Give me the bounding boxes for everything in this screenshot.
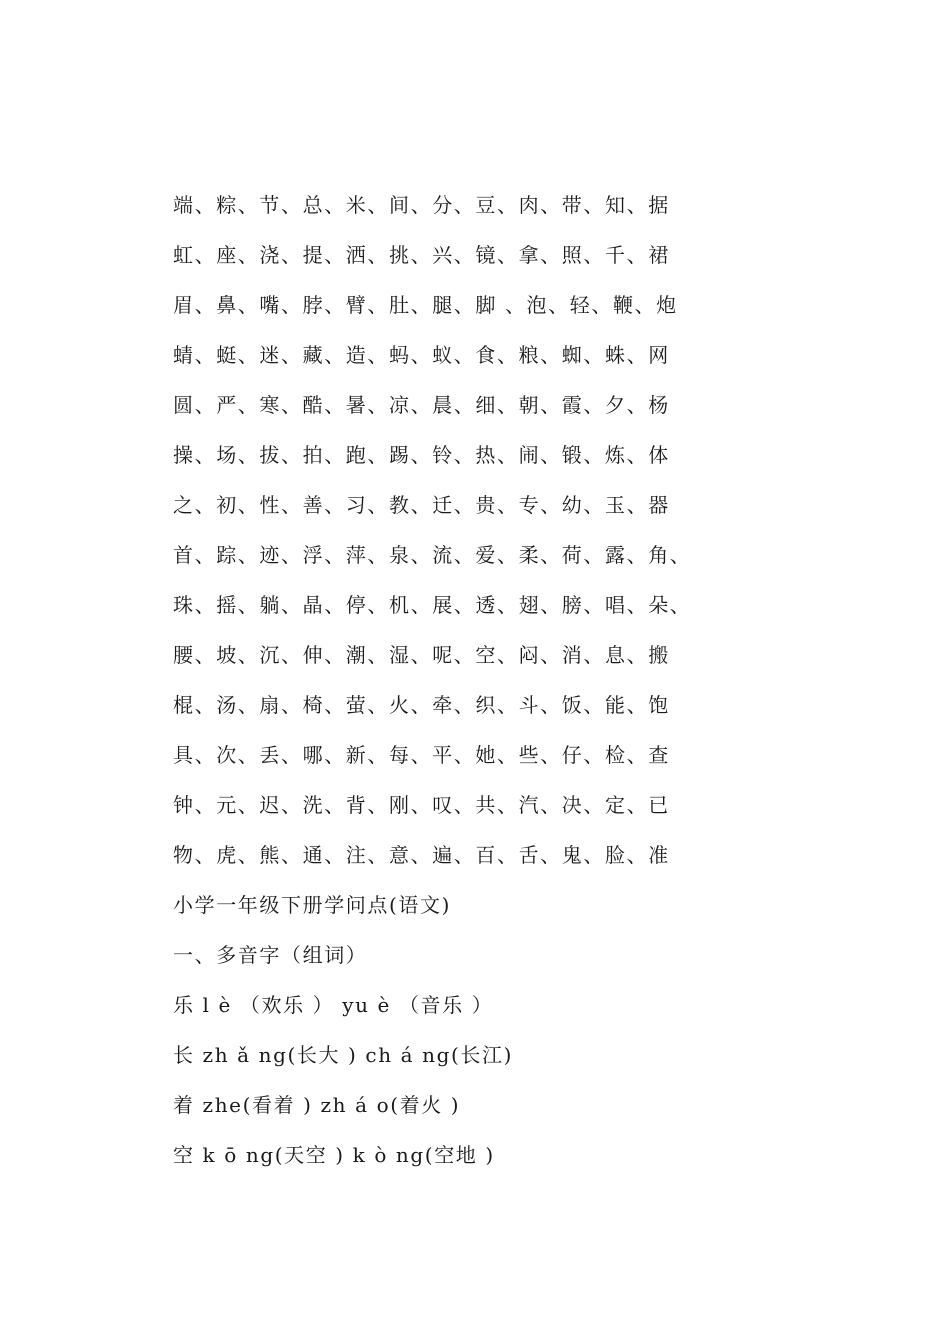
character-line-8: 首、踪、迹、浮、萍、泉、流、爱、柔、荷、露、角、 <box>173 543 692 567</box>
character-line-14: 物、虎、熊、通、注、意、遍、百、舌、鬼、脸、准 <box>173 843 670 867</box>
polyphone-entry: 空 k ō ng(天空 ) k ò ng(空地 ) <box>173 1143 495 1167</box>
section-title: 小学一年级下册学问点(语文) <box>173 893 452 917</box>
character-line-7: 之、初、性、善、习、教、迁、贵、专、幼、玉、器 <box>173 493 670 517</box>
character-line-2: 虹、座、浇、提、洒、挑、兴、镜、拿、照、千、裙 <box>173 243 670 267</box>
character-line-5: 圆、严、寒、酷、暑、凉、晨、细、朝、霞、夕、杨 <box>173 393 670 417</box>
subsection-heading: 一、多音字（组词） <box>173 943 368 967</box>
character-line-11: 棍、汤、扇、椅、萤、火、牵、织、斗、饭、能、饱 <box>173 693 670 717</box>
character-line-6: 操、场、拔、拍、跑、踢、铃、热、闹、锻、炼、体 <box>173 443 670 467</box>
polyphone-entry: 乐 l è （欢乐 ） yu è （音乐 ） <box>173 993 494 1017</box>
character-line-13: 钟、元、迟、洗、背、刚、叹、共、汽、决、定、已 <box>173 793 670 817</box>
character-line-9: 珠、摇、躺、晶、停、机、展、透、翅、膀、唱、朵、 <box>173 593 692 617</box>
polyphone-entry: 长 zh ǎ ng(长大 ) ch á ng(长江) <box>173 1043 514 1067</box>
character-line-3: 眉、鼻、嘴、脖、臂、肚、腿、脚 、泡、轻、鞭、炮 <box>173 293 678 317</box>
character-line-12: 具、次、丢、哪、新、每、平、她、些、仔、检、查 <box>173 743 670 767</box>
character-line-1: 端、粽、节、总、米、间、分、豆、肉、带、知、据 <box>173 193 670 217</box>
polyphone-entry: 着 zhe(看着 ) zh á o(着火 ) <box>173 1093 461 1117</box>
text-body <box>173 188 873 1188</box>
character-line-10: 腰、坡、沉、伸、潮、湿、呢、空、闷、消、息、搬 <box>173 643 670 667</box>
character-line-4: 蜻、蜓、迷、藏、造、蚂、蚁、食、粮、蜘、蛛、网 <box>173 343 670 367</box>
